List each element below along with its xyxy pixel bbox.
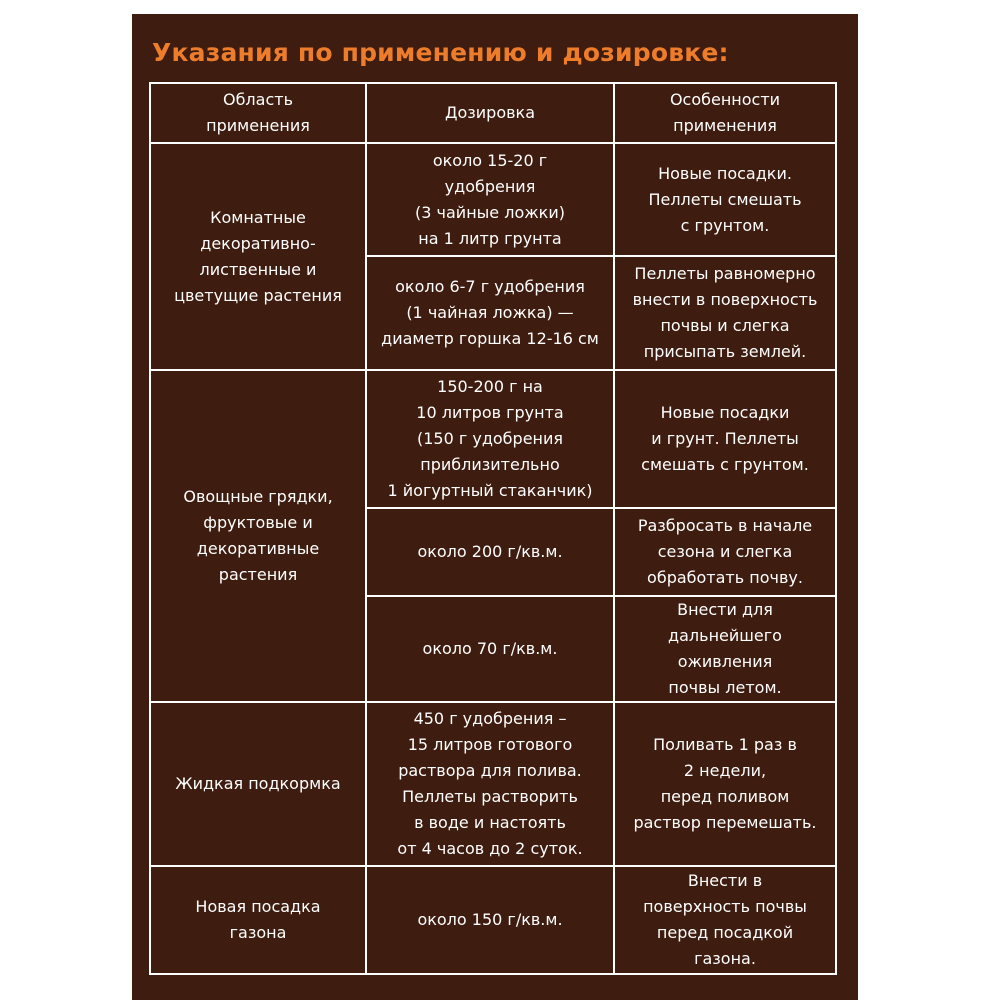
dosage-cell: около 6-7 г удобрения (1 чайная ложка) — диаметр горшка 12-16 см (366, 256, 614, 370)
area-cell: Жидкая подкормка (150, 702, 366, 866)
dosage-cell: 150-200 г на 10 литров грунта (150 г удобрения приблизительно 1 йогуртный стаканчик) (366, 370, 614, 508)
area-cell: Овощные грядки, фруктовые и декоративные растения (150, 370, 366, 702)
dosage-cell: около 70 г/кв.м. (366, 596, 614, 702)
area-cell: Новая посадка газона (150, 866, 366, 974)
table-header-row (150, 83, 836, 143)
notes-cell: Новые посадки и грунт. Пеллеты смешать с грунтом. (614, 370, 836, 508)
area-cell: Комнатные декоративно- лиственные и цветущие растения (150, 143, 366, 370)
header-dosage: Дозировка (366, 83, 614, 143)
notes-cell: Пеллеты равномерно внести в поверхность почвы и слегка присыпать землей. (614, 256, 836, 370)
notes-cell: Поливать 1 раз в 2 недели, перед поливом раствор перемешать. (614, 702, 836, 866)
instructions-panel (132, 14, 858, 1000)
table-row (150, 370, 836, 508)
dosage-cell: около 15-20 г удобрения (3 чайные ложки) на 1 литр грунта (366, 143, 614, 256)
dosage-cell: около 150 г/кв.м. (366, 866, 614, 974)
dosage-table (149, 82, 837, 975)
notes-cell: Новые посадки. Пеллеты смешать с грунтом. (614, 143, 836, 256)
table-row (150, 143, 836, 256)
notes-cell: Внести в поверхность почвы перед посадкой газона. (614, 866, 836, 974)
notes-cell: Разбросать в начале сезона и слегка обработать почву. (614, 508, 836, 596)
dosage-cell: 450 г удобрения – 15 литров готового раствора для полива. Пеллеты растворить в воде и настоять от 4 часов до 2 суток. (366, 702, 614, 866)
header-notes: Особенности применения (614, 83, 836, 143)
notes-cell: Внести для дальнейшего оживления почвы летом. (614, 596, 836, 702)
header-area: Область применения (150, 83, 366, 143)
dosage-cell: около 200 г/кв.м. (366, 508, 614, 596)
table-row (150, 702, 836, 866)
table-row (150, 866, 836, 974)
page-title: Указания по применению и дозировке: (152, 38, 729, 67)
